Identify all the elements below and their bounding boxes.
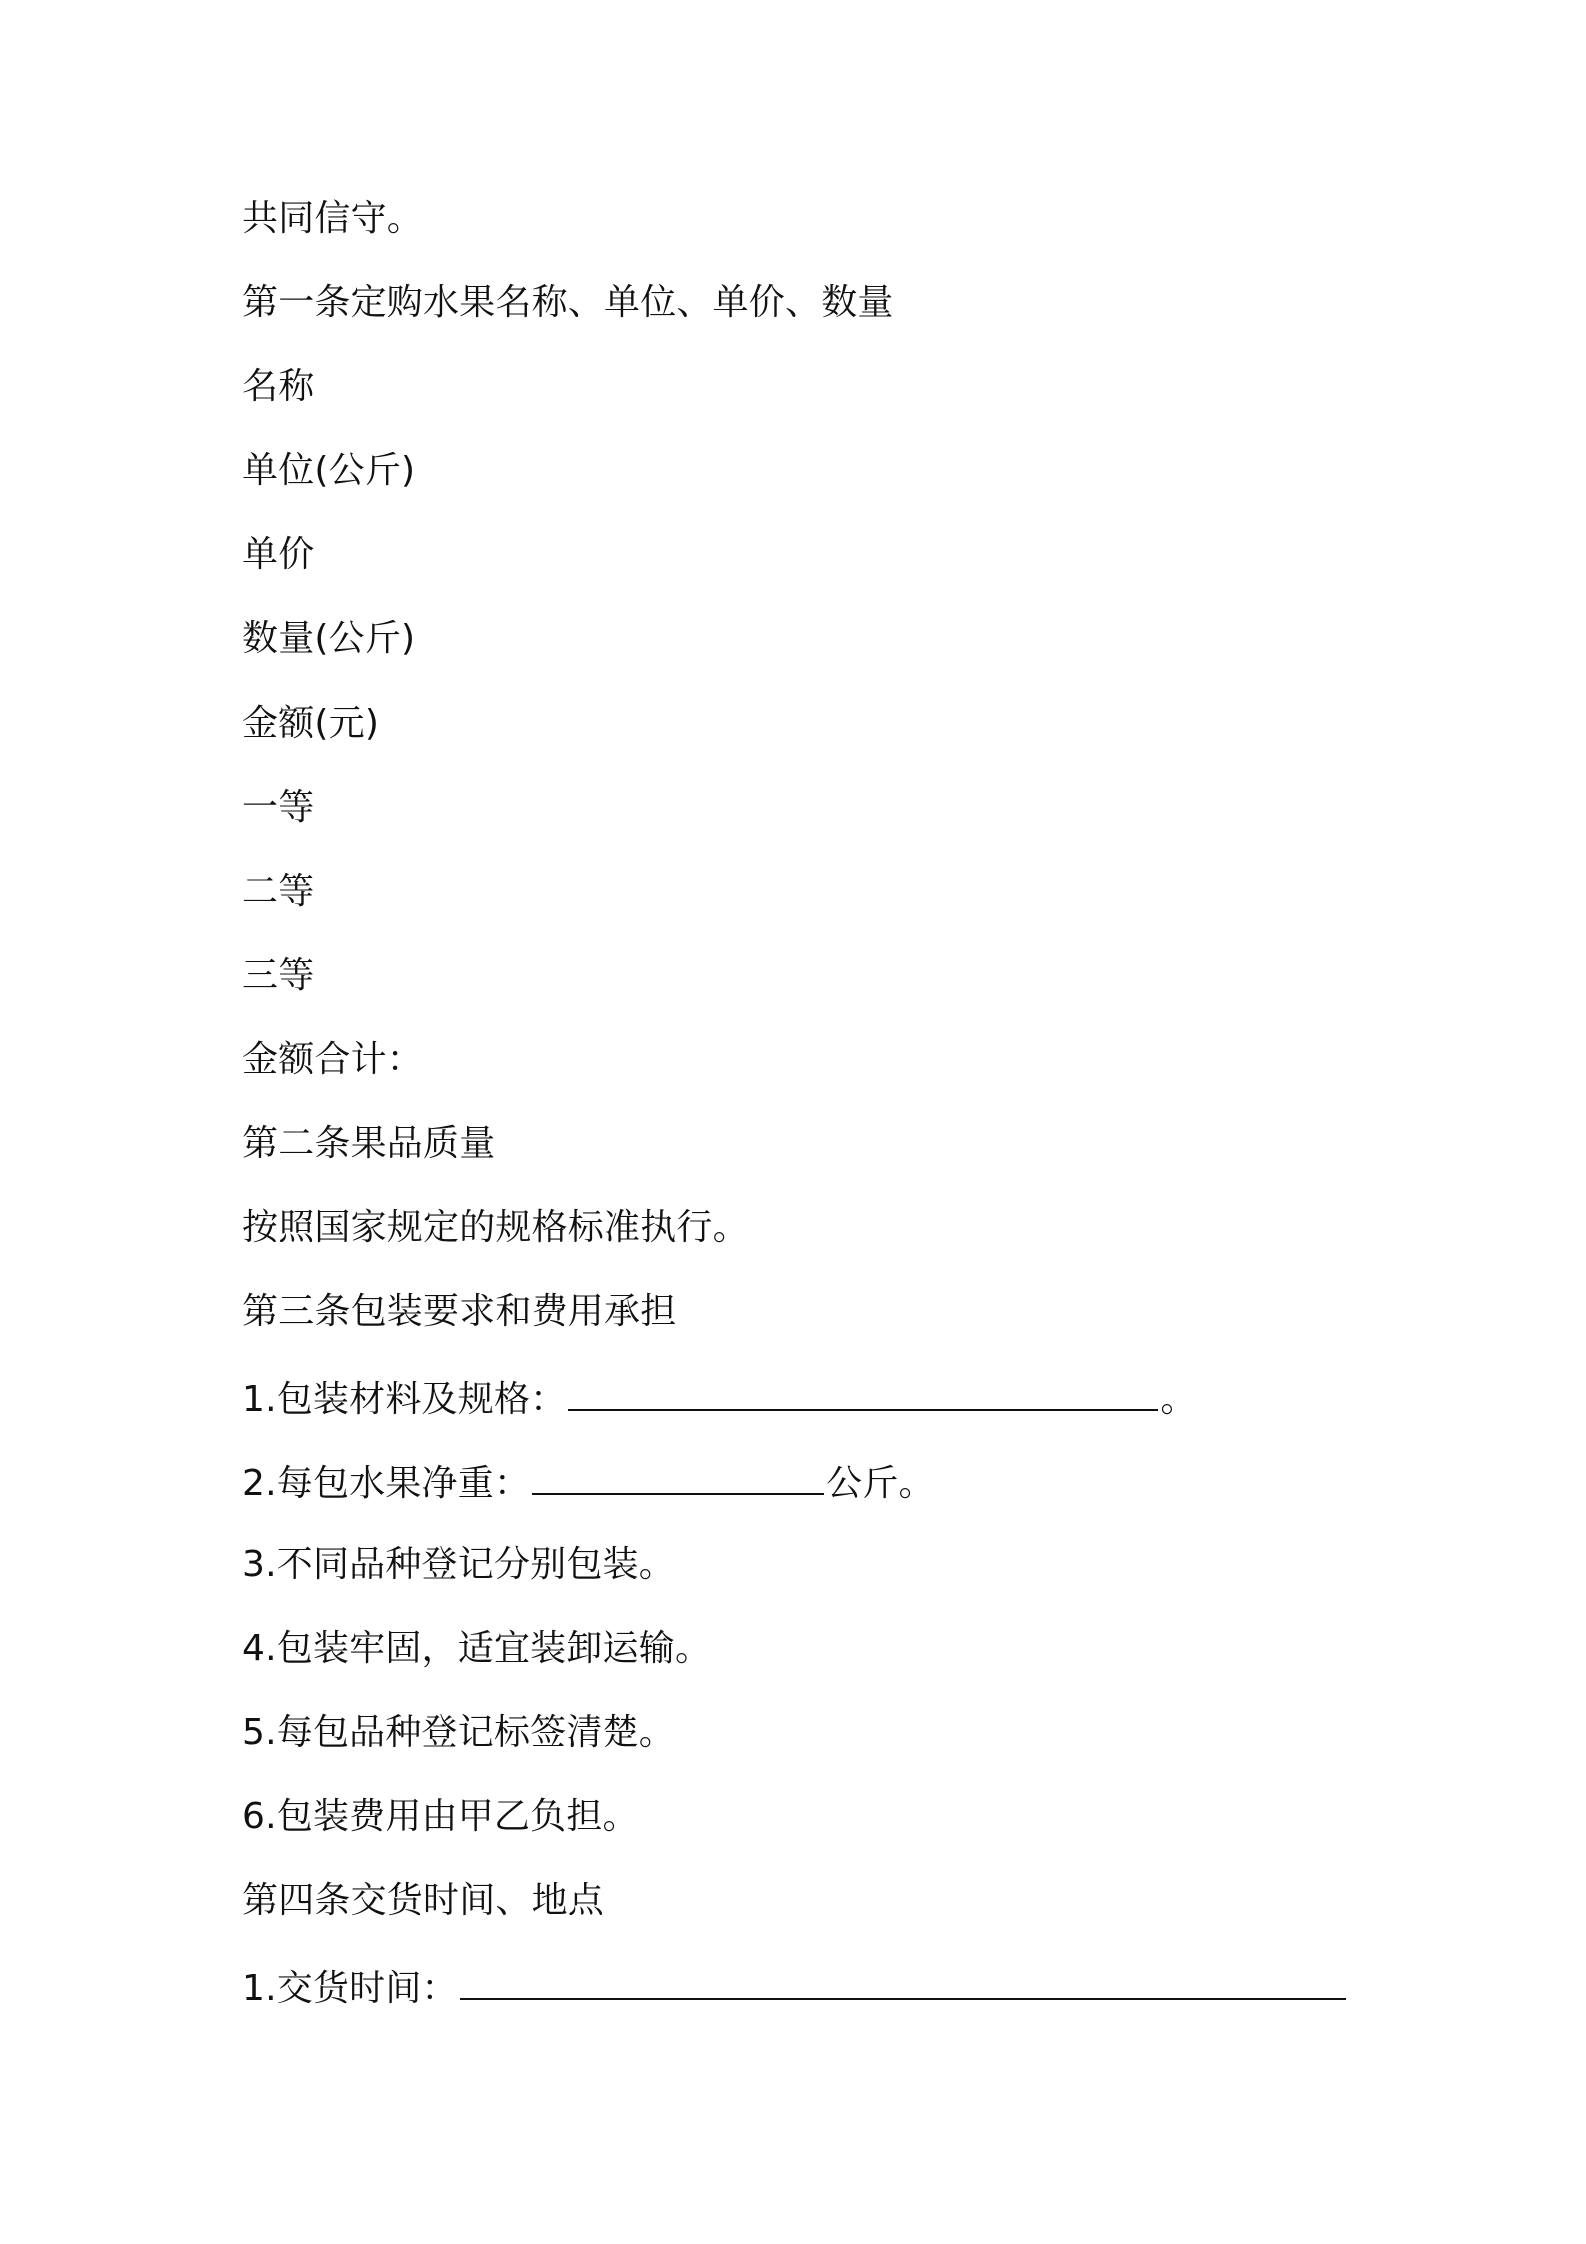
text-line: 5.每包品种登记标签清楚。 <box>242 1711 675 1753</box>
article-3-heading: 第三条包装要求和费用承担 <box>242 1291 677 1333</box>
document-body <box>242 198 1392 2048</box>
text-line: 名称 <box>242 366 315 408</box>
net-weight-blank[interactable] <box>532 1459 824 1495</box>
delivery-time-line <box>242 1964 1392 2009</box>
text-line: 单价 <box>242 534 315 576</box>
packaging-material-suffix: 。 <box>1160 1379 1197 1421</box>
text-line: 金额(元) <box>242 702 380 744</box>
text-line: 单位(公斤) <box>242 450 416 492</box>
text-line: 按照国家规定的规格标准执行。 <box>242 1207 749 1249</box>
text-line: 4.包装牢固，适宜装卸运输。 <box>242 1627 712 1669</box>
text-line: 二等 <box>242 870 315 912</box>
delivery-time-blank[interactable] <box>460 1964 1346 2000</box>
net-weight-line <box>242 1459 1392 1505</box>
article-2-heading: 第二条果品质量 <box>242 1123 496 1165</box>
net-weight-label: 2.每包水果净重： <box>242 1463 531 1505</box>
text-line: 共同信守。 <box>242 198 424 239</box>
delivery-time-label: 1.交货时间： <box>242 1967 458 2009</box>
text-line: 数量(公斤) <box>242 618 416 660</box>
total-amount-line: 金额合计： <box>242 1038 424 1080</box>
packaging-material-blank[interactable] <box>568 1375 1158 1411</box>
text-line: 6.包装费用由甲乙负担。 <box>242 1795 639 1837</box>
text-line: 三等 <box>242 954 315 996</box>
packaging-material-label: 1.包装材料及规格： <box>242 1379 567 1421</box>
packaging-material-line <box>242 1375 1392 1421</box>
net-weight-suffix: 公斤。 <box>826 1463 935 1505</box>
article-4-heading: 第四条交货时间、地点 <box>242 1879 605 1921</box>
text-line: 一等 <box>242 786 315 828</box>
text-line: 3.不同品种登记分别包装。 <box>242 1543 675 1585</box>
article-1-heading: 第一条定购水果名称、单位、单价、数量 <box>242 282 894 324</box>
